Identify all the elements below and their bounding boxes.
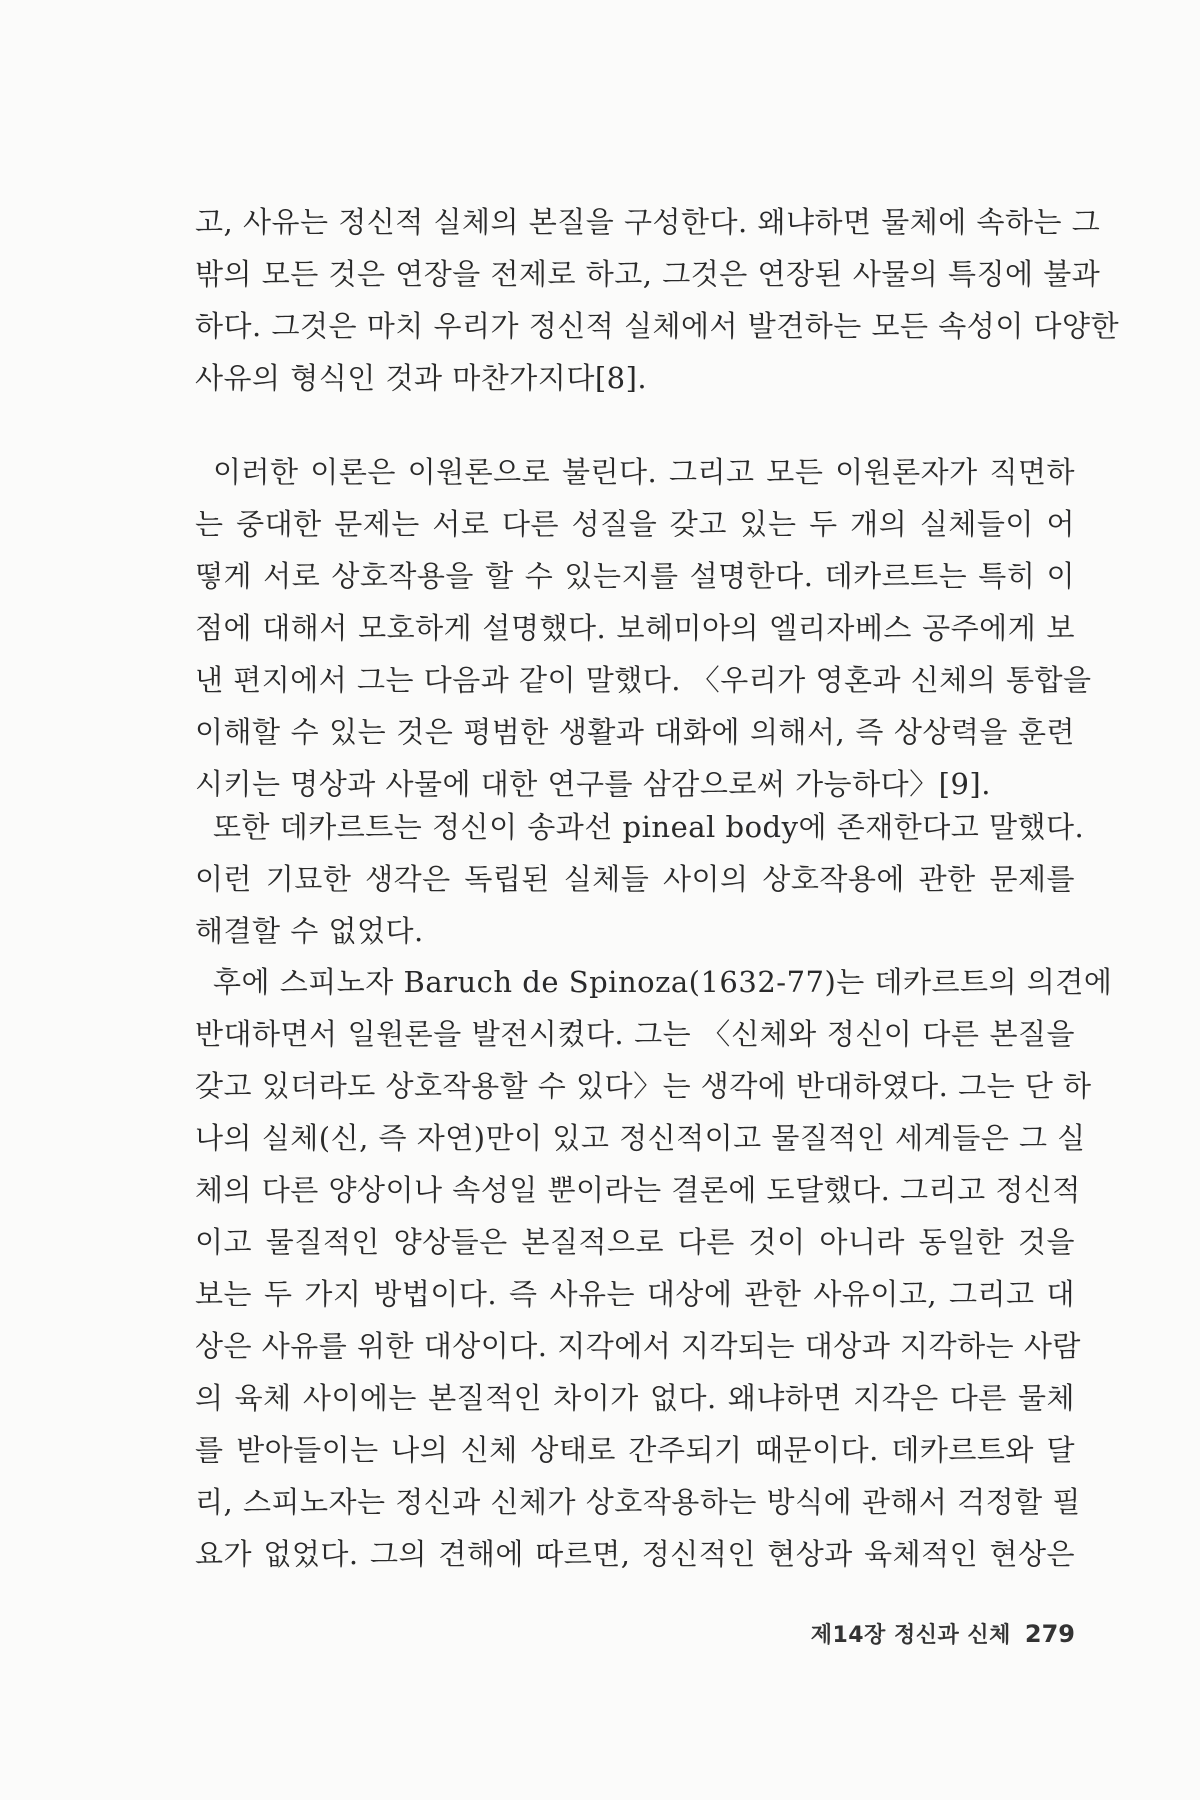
text-line: 이런 기묘한 생각은 독립된 실체들 사이의 상호작용에 관한 문제를 — [195, 862, 1075, 896]
text-line: 는 중대한 문제는 서로 다른 성질을 갖고 있는 두 개의 실체들이 어 — [195, 507, 1075, 541]
text-line: 점에 대해서 모호하게 설명했다. 보헤미아의 엘리자베스 공주에게 보 — [195, 611, 1075, 645]
text-line: 의 육체 사이에는 본질적인 차이가 없다. 왜냐하면 지각은 다른 물체 — [195, 1381, 1075, 1415]
chapter-title: 제14장 정신과 신체 — [810, 1623, 1011, 1648]
text-line: 보는 두 가지 방법이다. 즉 사유는 대상에 관한 사유이고, 그리고 대 — [195, 1277, 1075, 1311]
text-line: 반대하면서 일원론을 발전시켰다. 그는 〈신체와 정신이 다른 본질을 — [195, 1017, 1075, 1051]
text-line: 낸 편지에서 그는 다음과 같이 말했다. 〈우리가 영혼과 신체의 통합을 — [195, 663, 1092, 697]
text-line: 고, 사유는 정신적 실체의 본질을 구성한다. 왜냐하면 물체에 속하는 그 — [195, 205, 1101, 239]
paragraph-dualism — [195, 446, 1092, 810]
page-footer — [811, 1618, 1075, 1649]
text-line: 이고 물질적인 양상들은 본질적으로 다른 것이 아니라 동일한 것을 — [195, 1225, 1075, 1259]
text-line: 하다. 그것은 마치 우리가 정신적 실체에서 발견하는 모든 속성이 다양한 — [195, 309, 1120, 343]
text-line: 이해할 수 있는 것은 평범한 생활과 대화에 의해서, 즉 상상력을 훈련 — [195, 715, 1075, 749]
text-line: 시키는 명상과 사물에 대한 연구를 삼감으로써 가능하다〉[9]. — [195, 767, 991, 801]
text-line: 갖고 있더라도 상호작용할 수 있다〉는 생각에 반대하였다. 그는 단 하 — [195, 1069, 1092, 1103]
text-line: 나의 실체(신, 즉 자연)만이 있고 정신적이고 물질적인 세계들은 그 실 — [195, 1121, 1086, 1155]
paragraph-spinoza — [195, 956, 1113, 1580]
text-line: 이러한 이론은 이원론으로 불린다. 그리고 모든 이원론자가 직면하 — [213, 455, 1075, 489]
text-line: 해결할 수 없었다. — [195, 914, 424, 948]
text-line: 떻게 서로 상호작용을 할 수 있는지를 설명한다. 데카르트는 특히 이 — [195, 559, 1075, 593]
text-line: 리, 스피노자는 정신과 신체가 상호작용하는 방식에 관해서 걱정할 필 — [195, 1485, 1081, 1519]
text-line: 사유의 형식인 것과 마찬가지다[8]. — [195, 361, 648, 395]
text-line: 상은 사유를 위한 대상이다. 지각에서 지각되는 대상과 지각하는 사람 — [195, 1329, 1081, 1363]
paragraph-continuation — [195, 196, 1120, 404]
text-line: 체의 다른 양상이나 속성일 뿐이라는 결론에 도달했다. 그리고 정신적 — [195, 1173, 1081, 1207]
text-line: 요가 없었다. 그의 견해에 따르면, 정신적인 현상과 육체적인 현상은 — [195, 1537, 1075, 1571]
paragraph-pineal-body — [195, 801, 1085, 957]
page-number: 279 — [1024, 1620, 1075, 1648]
text-line: 후에 스피노자 Baruch de Spinoza(1632-77)는 데카르트의 의견에 — [213, 965, 1113, 999]
text-line: 를 받아들이는 나의 신체 상태로 간주되기 때문이다. 데카르트와 달 — [195, 1433, 1075, 1467]
text-line: 밖의 모든 것은 연장을 전제로 하고, 그것은 연장된 사물의 특징에 불과 — [195, 257, 1101, 291]
text-line: 또한 데카르트는 정신이 송과선 pineal body에 존재한다고 말했다. — [213, 810, 1085, 844]
